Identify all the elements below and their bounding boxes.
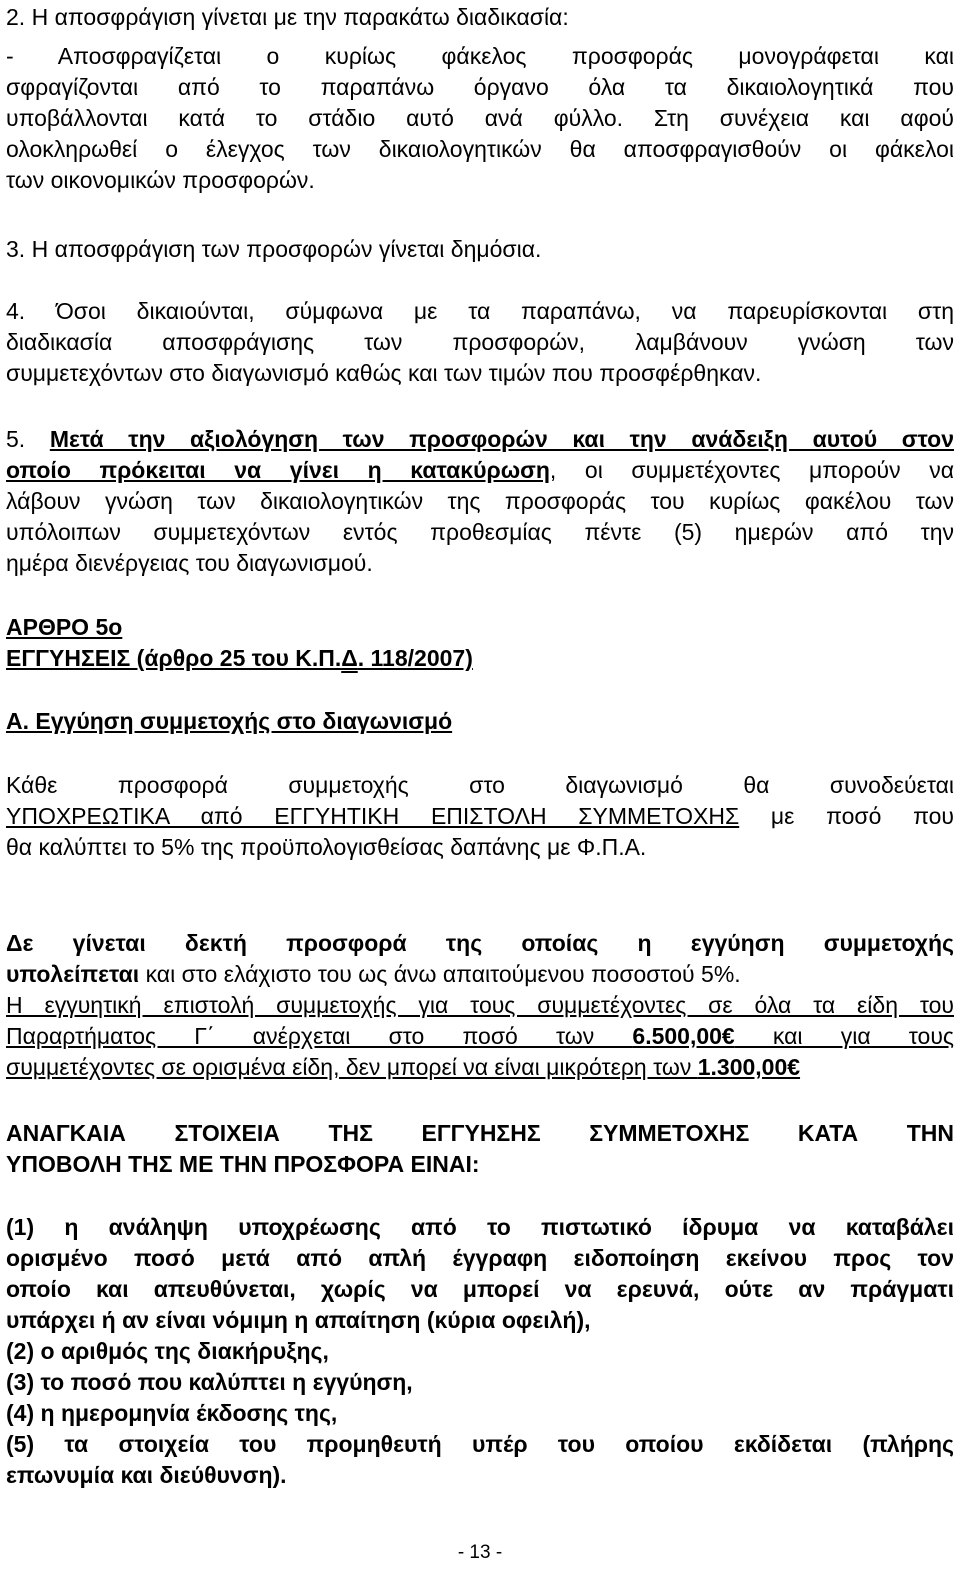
item4-line-1: 4. Όσοι δικαιούνται, σύμφωνα με τα παραπάνω, να παρευρίσκονται στη: [6, 298, 954, 324]
section-a-line-1: Κάθε προσφορά συμμετοχής στο διαγωνισμό θα συνοδεύεται: [6, 772, 954, 798]
item3-text: 3. Η αποσφράγιση των προσφορών γίνεται δημόσια.: [6, 236, 542, 262]
requirement-1-line-2: ορισμένο ποσό μετά από απλή έγγραφη ειδοποίηση εκείνου προς τον: [6, 1245, 954, 1271]
notice-amount-2: 1.300,00€: [697, 1054, 801, 1080]
article-subtitle-a: ΕΓΓΥΗΣΕΙΣ (άρθρο 25 του Κ.Π.: [6, 645, 342, 671]
section-a-heading: [6, 706, 452, 737]
requirement-1-line-4: υπάρχει ή αν είναι νόμιμη η απαίτηση (κύρια οφειλή),: [6, 1307, 591, 1333]
section-item-4: [6, 296, 954, 389]
notice-line-5: [6, 1052, 954, 1083]
section-a-line-2: [6, 801, 954, 832]
item5-bold-1: Μετά την αξιολόγηση των προσφορών και την ανάδειξη αυτού στον: [49, 426, 954, 452]
section-item-3: [6, 234, 541, 265]
item5-line-5: ημέρα διενέργειας του διαγωνισμού.: [6, 550, 373, 576]
section-a-title: Α. Εγγύηση συμμετοχής στο διαγωνισμό: [6, 708, 453, 734]
article-title: ΑΡΘΡΟ 5ο: [6, 614, 123, 640]
item5-line-4: υπόλοιπων συμμετεχόντων εντός προθεσμίας πέντε (5) ημερών από την: [6, 519, 954, 545]
section-item-5: [6, 424, 954, 579]
requirement-1-line-3: οποίο και απευθύνεται, χωρίς να μπορεί να ερευνά, ούτε αν πράγματι: [6, 1276, 954, 1302]
item2-line-1: - Αποσφραγίζεται ο κυρίως φάκελος προσφοράς μονογράφεται και: [6, 43, 954, 69]
item2-line-4: ολοκληρωθεί ο έλεγχος των δικαιολογητικών θα αποσφραγισθούν οι φάκελοι: [6, 136, 954, 162]
requirement-1-line-1: (1) η ανάληψη υποχρέωσης από το πιστωτικό ίδρυμα να καταβάλει: [6, 1214, 954, 1240]
notice-line-1-text: Δε γίνεται δεκτή προσφορά της οποίας η εγγύηση συμμετοχής: [6, 930, 954, 956]
item5-line-2: [6, 455, 954, 486]
requirement-2: (2) ο αριθμός της διακήρυξης,: [6, 1338, 329, 1364]
section-a-line-3: θα καλύπτει το 5% της προϋπολογισθείσας δαπάνης με Φ.Π.Α.: [6, 834, 647, 860]
requirement-5-line-2: επωνυμία και διεύθυνση).: [6, 1462, 287, 1488]
notice-line-2-bold: υπολείπεται: [6, 961, 140, 987]
section-a-mandatory: ΥΠΟΧΡΕΩΤΙΚΑ από ΕΓΓΥΗΤΙΚΗ ΕΠΙΣΤΟΛΗ ΣΥΜΜΕΤΟΧΗΣ: [6, 803, 740, 829]
notice-line-2: [6, 959, 954, 990]
item2-heading: 2. Η αποσφράγιση γίνεται με την παρακάτω διαδικασία:: [6, 4, 569, 30]
item5-number: 5.: [6, 426, 26, 452]
requirements-list: [6, 1212, 954, 1491]
notice-amount-1: 6.500,00€: [632, 1023, 735, 1049]
item2-line-2: σφραγίζονται από το παραπάνω όργανο όλα τα δικαιολογητικά που: [6, 74, 954, 100]
section-a-body: [6, 770, 954, 863]
item5-bold-2: οποίο πρόκειται να γίνει η κατακύρωση: [6, 457, 550, 483]
item5-rest-2: , οι συμμετέχοντες μπορούν να: [549, 457, 954, 483]
article-heading: [6, 612, 473, 674]
article-subtitle-b: . 118/2007): [357, 645, 473, 671]
item4-line-2: διαδικασία αποσφράγισης των προσφορών, λαμβάνουν γνώση των: [6, 329, 954, 355]
item2-line-5: των οικονομικών προσφορών.: [6, 167, 315, 193]
requirement-4: (4) η ημερομηνία έκδοσης της,: [6, 1400, 338, 1426]
section-item-2: [6, 2, 954, 196]
notice-line-5-a: συμμετέχοντες σε ορισμένα είδη, δεν μπορεί να είναι μικρότερη των: [6, 1054, 698, 1080]
article-subtitle: [6, 643, 473, 674]
requirements-heading: [6, 1118, 954, 1180]
notice-line-3: Η εγγυητική επιστολή συμμετοχής για τους συμμετέχοντες σε όλα τα είδη του: [6, 992, 954, 1018]
page-number: - 13 -: [457, 1542, 503, 1563]
notice-line-4: [6, 1021, 954, 1052]
notice-line-2-rest: και στο ελάχιστο του ως άνω απαιτούμενου ποσοστού 5%.: [139, 961, 741, 987]
article-subtitle-d: Δ: [341, 645, 358, 671]
section-a-line-2-rest: με ποσό που: [739, 803, 954, 829]
requirement-3: (3) το ποσό που καλύπτει η εγγύηση,: [6, 1369, 413, 1395]
item4-line-3: συμμετεχόντων στο διαγωνισμό καθώς και των τιμών που προσφέρθηκαν.: [6, 360, 762, 386]
item2-line-3: υποβάλλονται κατά το στάδιο αυτό ανά φύλλο. Στη συνέχεια και αφού: [6, 105, 954, 131]
requirements-heading-1: ΑΝΑΓΚΑΙΑ ΣΤΟΙΧΕΙΑ ΤΗΣ ΕΓΓΥΗΣΗΣ ΣΥΜΜΕΤΟΧΗΣ ΚΑΤΑ ΤΗΝ: [6, 1120, 954, 1146]
notice-block: [6, 928, 954, 1083]
notice-line-4-c: και για τους: [734, 1023, 955, 1049]
notice-line-1: [6, 928, 954, 959]
requirements-heading-2: ΥΠΟΒΟΛΗ ΤΗΣ ΜΕ ΤΗΝ ΠΡΟΣΦΟΡΑ ΕΙΝΑΙ:: [6, 1151, 480, 1177]
item5-line-3: λάβουν γνώση των δικαιολογητικών της προσφοράς του κυρίως φακέλου των: [6, 488, 954, 514]
item5-line-1: [6, 424, 954, 455]
requirement-5-line-1: (5) τα στοιχεία του προμηθευτή υπέρ του οποίου εκδίδεται (πλήρης: [6, 1431, 954, 1457]
notice-line-4-a: Παραρτήματος Γ΄ ανέρχεται στο ποσό των: [6, 1023, 633, 1049]
